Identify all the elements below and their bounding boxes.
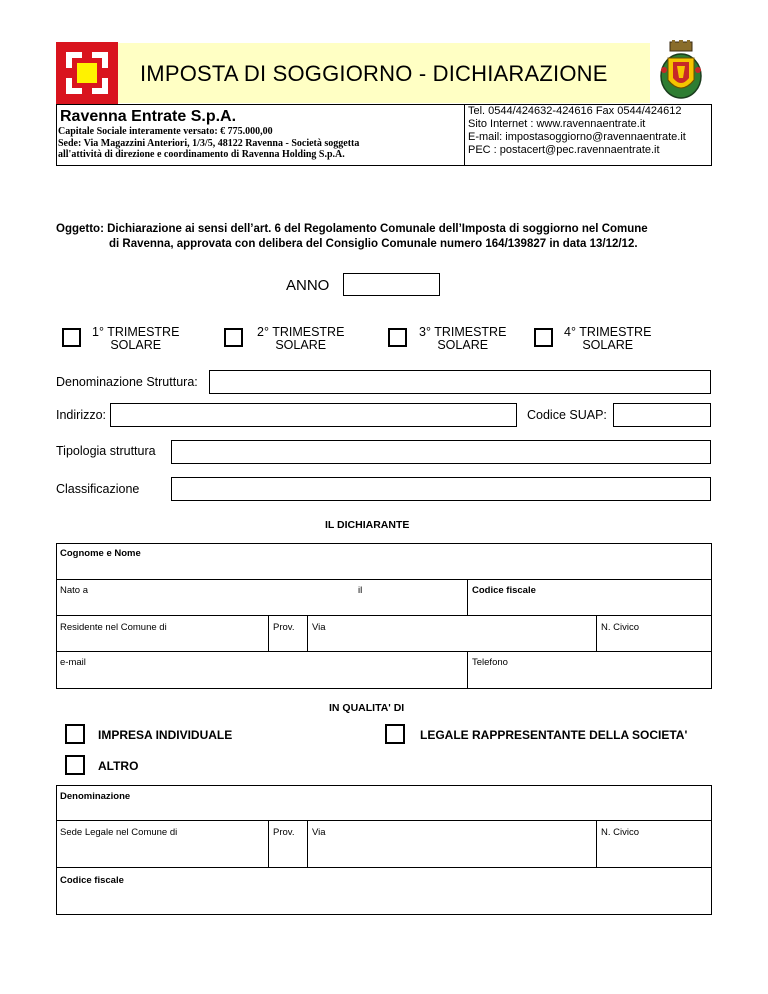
residente-comune-field[interactable]: Residente nel Comune di (60, 622, 167, 633)
quarter-3-line1: 3° TRIMESTRE (419, 325, 507, 339)
divider (56, 615, 712, 616)
quarter-4-line2: SOLARE (582, 338, 634, 352)
divider (307, 615, 308, 651)
provincia-field[interactable]: Prov. (273, 622, 295, 633)
impresa-individuale-label: IMPRESA INDIVIDUALE (98, 728, 233, 742)
altro-label: ALTRO (98, 759, 139, 773)
contact-phone: Tel. 0544/424632-424616 Fax 0544/424612 (468, 105, 682, 117)
legale-rappresentante-checkbox[interactable] (385, 724, 405, 744)
tipologia-label: Tipologia struttura (56, 444, 156, 458)
civico-field[interactable]: N. Civico (601, 622, 640, 633)
telefono-field[interactable]: Telefono (472, 657, 508, 668)
company-details (58, 126, 359, 161)
codice-fiscale-field[interactable]: Codice fiscale (472, 585, 536, 596)
dichiarante-title: IL DICHIARANTE (325, 519, 410, 531)
nato-a-field[interactable]: Nato a (60, 585, 88, 596)
company-name: Ravenna Entrate S.p.A. (60, 108, 237, 125)
via-field[interactable]: Via (312, 622, 326, 633)
sede-civico-field[interactable]: N. Civico (601, 827, 640, 838)
quarter-1-line2: SOLARE (110, 338, 162, 352)
anno-label: ANNO (286, 277, 330, 294)
divider (467, 579, 468, 615)
divider (56, 579, 712, 580)
denominazione-societa-field[interactable]: Denominazione (60, 791, 131, 802)
quarter-3-line2: SOLARE (437, 338, 489, 352)
divider (56, 867, 712, 868)
anno-input[interactable] (343, 273, 440, 296)
quarter-2-line1: 2° TRIMESTRE (257, 325, 345, 339)
divider (268, 820, 269, 867)
legale-rappresentante-label: LEGALE RAPPRESENTANTE DELLA SOCIETA' (420, 728, 688, 742)
quarter-4-line1: 4° TRIMESTRE (564, 325, 652, 339)
contacts-block (468, 105, 686, 157)
subject-line-1: Oggetto: Dichiarazione ai sensi dell’art. 6 del Regolamento Comunale dell’Imposta di soggiorno nel Comune (56, 223, 648, 235)
divider (307, 820, 308, 867)
contact-email: E-mail: impostasoggiorno@ravennaentrate.it (468, 131, 686, 143)
quarter-1-label (92, 326, 179, 352)
divider (268, 615, 269, 651)
quarter-3-label (419, 326, 506, 352)
classificazione-label: Classificazione (56, 482, 140, 496)
divider (56, 651, 712, 652)
altro-checkbox[interactable] (65, 755, 85, 775)
company-capital: Capitale Sociale interamente versato: € 775.000,00 (58, 126, 273, 137)
quarter-4-checkbox[interactable] (534, 328, 553, 347)
classificazione-input[interactable] (171, 477, 711, 501)
divider (596, 615, 597, 651)
sede-legale-field[interactable]: Sede Legale nel Comune di (60, 827, 178, 838)
denominazione-struttura-input[interactable] (209, 370, 711, 394)
quarter-3-checkbox[interactable] (388, 328, 407, 347)
city-coat-of-arms-icon (656, 40, 706, 102)
societa-table (56, 785, 712, 915)
quarter-2-checkbox[interactable] (224, 328, 243, 347)
impresa-individuale-checkbox[interactable] (65, 724, 85, 744)
codice-suap-label: Codice SUAP: (527, 408, 607, 422)
societa-codice-fiscale-field[interactable]: Codice fiscale (60, 875, 124, 886)
quarter-4-label (564, 326, 651, 352)
quarter-2-label (257, 326, 344, 352)
divider (467, 651, 468, 689)
subject-line-2: di Ravenna, approvata con delibera del Consiglio Comunale numero 164/139827 in data 13/12/12. (109, 238, 638, 250)
page-title: IMPOSTA DI SOGGIORNO - DICHIARAZIONE (140, 61, 608, 86)
ravenna-entrate-logo-icon (56, 42, 118, 104)
divider (56, 820, 712, 821)
sede-via-field[interactable]: Via (312, 827, 326, 838)
cognome-nome-field[interactable]: Cognome e Nome (60, 548, 141, 559)
email-field[interactable]: e-mail (60, 657, 86, 668)
indirizzo-input[interactable] (110, 403, 517, 427)
quarter-2-line2: SOLARE (275, 338, 327, 352)
contact-pec: PEC : postacert@pec.ravennaentrate.it (468, 144, 660, 156)
divider (596, 820, 597, 867)
quarter-1-line1: 1° TRIMESTRE (92, 325, 180, 339)
divider (464, 104, 465, 166)
indirizzo-label: Indirizzo: (56, 408, 107, 422)
qualita-title: IN QUALITA' DI (329, 702, 405, 714)
codice-suap-input[interactable] (613, 403, 711, 427)
sede-provincia-field[interactable]: Prov. (273, 827, 295, 838)
quarter-1-checkbox[interactable] (62, 328, 81, 347)
dichiarante-table (56, 543, 712, 689)
contact-website: Sito Internet : www.ravennaentrate.it (468, 118, 646, 130)
company-address: Sede: Via Magazzini Anteriori, 1/3/5, 48122 Ravenna - Società soggetta (58, 137, 360, 149)
denominazione-struttura-label: Denominazione Struttura: (56, 375, 198, 389)
tipologia-input[interactable] (171, 440, 711, 464)
company-holding: all'attività di direzione e coordinamento di Ravenna Holding S.p.A. (58, 149, 345, 160)
data-nascita-field[interactable]: il (358, 585, 363, 596)
subject-block (56, 222, 648, 252)
